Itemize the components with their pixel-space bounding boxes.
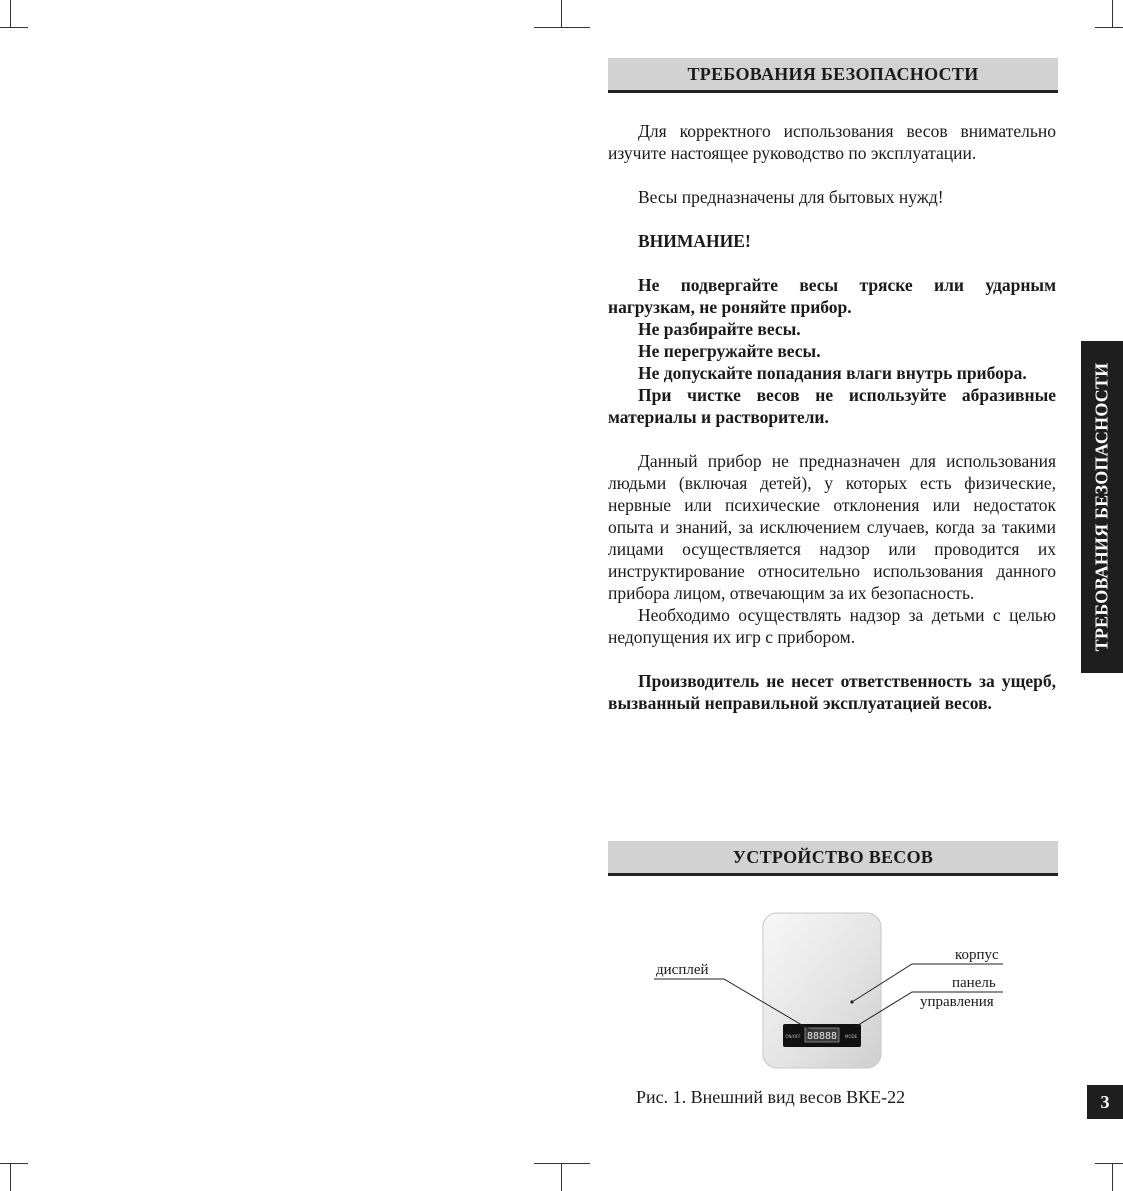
device-section-header: УСТРОЙСТВО ВЕСОВ — [608, 841, 1058, 876]
crop-mark — [534, 27, 590, 28]
body-label: корпус — [955, 947, 999, 963]
side-tab-label: ТРЕБОВАНИЯ БЕЗОПАСНОСТИ — [1091, 362, 1112, 652]
liability-paragraph: Производитель не несет ответственность за ущерб, вызванный неправильной эксплуатацией весов. — [608, 671, 1056, 713]
crop-mark — [0, 27, 28, 28]
display-label: дисплей — [656, 962, 709, 978]
household-paragraph: Весы предназначены для бытовых нужд! — [638, 187, 944, 207]
supervision-paragraph: Необходимо осуществлять надзор за детьми с целью недопущения их игр с прибором. — [608, 605, 1056, 647]
safety-section-header: ТРЕБОВАНИЯ БЕЗОПАСНОСТИ — [608, 58, 1058, 93]
safety-body — [608, 120, 1056, 714]
on-off-button-label: ON/OFF — [785, 1034, 801, 1039]
crop-mark — [10, 1163, 11, 1191]
panel-label-line1: панель — [952, 975, 996, 991]
body-leader-dot — [850, 1000, 853, 1003]
crop-mark — [1095, 1163, 1123, 1164]
warning-item: Не подвергайте весы тряске или ударным нагрузкам, не роняйте прибор. — [608, 275, 1056, 317]
warning-item: Не перегружайте весы. — [638, 341, 821, 361]
crop-mark — [10, 0, 11, 28]
crop-mark — [561, 0, 562, 28]
page-number: 3 — [1087, 1085, 1123, 1119]
crop-mark — [1112, 0, 1113, 28]
crop-mark — [1112, 1163, 1113, 1191]
restriction-paragraph: Данный прибор не предназначен для использования людьми (включая детей), у которых есть физические, нервные или психические отклонения или недостаток опыта и знаний, за исключением случаев, когда за такими лицами осуществляется надзор или проводится их инструктирование относительно использования данного прибора лицом, отвечающим за их безопасность. — [608, 451, 1056, 603]
warning-item: Не допускайте попадания влаги внутрь прибора. — [638, 363, 1027, 383]
crop-mark — [1095, 27, 1123, 28]
attention-heading: ВНИМАНИЕ! — [638, 231, 751, 251]
side-tab — [1081, 341, 1123, 673]
crop-mark — [0, 1163, 28, 1164]
crop-mark — [534, 1163, 590, 1164]
panel-label-line2: управления — [920, 994, 994, 1010]
mode-button-label: MODE — [844, 1034, 858, 1039]
crop-mark — [561, 1163, 562, 1191]
figure-caption: Рис. 1. Внешний вид весов ВКЕ-22 — [636, 1087, 906, 1107]
warning-item: Не разбирайте весы. — [638, 319, 801, 339]
intro-paragraph: Для корректного использования весов внимательно изучите настоящее руководство по эксплуатации. — [608, 121, 1056, 163]
display-readout: 88888 — [806, 1031, 838, 1042]
warning-item: При чистке весов не используйте абразивные материалы и растворители. — [608, 385, 1056, 427]
